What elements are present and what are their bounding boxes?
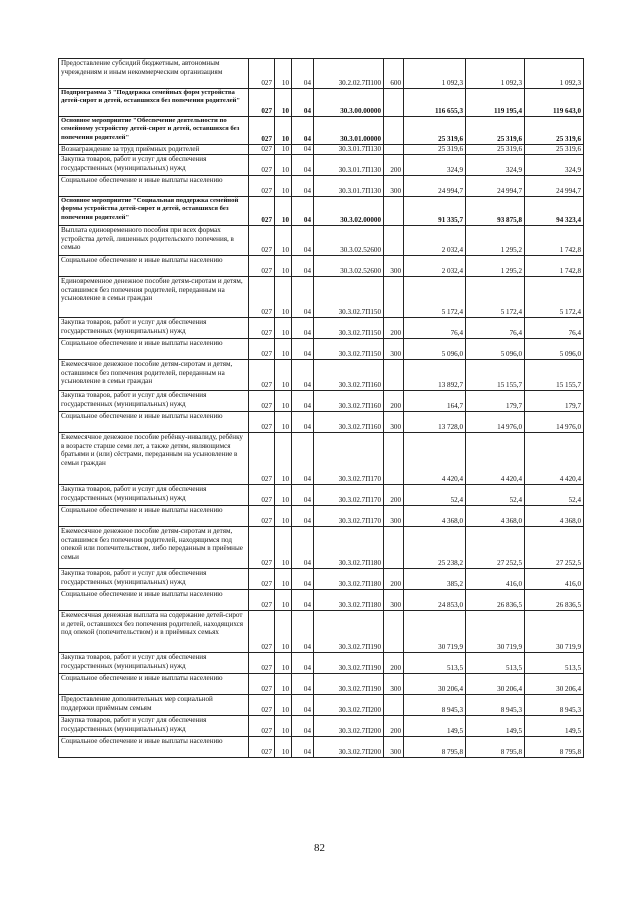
row-section-code: 10 <box>275 256 292 277</box>
row-section-code: 10 <box>275 412 292 433</box>
row-target-article: 30.3.02.7П180 <box>314 527 384 569</box>
row-ved-code: 027 <box>249 89 275 117</box>
budget-table-page <box>58 58 583 758</box>
table-row <box>59 277 584 318</box>
row-target-article: 30.3.02.7П160 <box>314 391 384 412</box>
row-subsection-code: 04 <box>292 318 314 339</box>
row-target-article: 30.3.01.7П130 <box>314 176 384 197</box>
row-amount-year-1: 8 795,8 <box>404 737 466 758</box>
row-name: Основное мероприятие "Социальная поддержка семейной формы устройства детей-сирот и детей, оставшихся без попечения родителей" <box>59 197 249 226</box>
table-row <box>59 590 584 611</box>
table-row <box>59 360 584 391</box>
row-ved-code: 027 <box>249 391 275 412</box>
row-amount-year-3: 4 368,0 <box>525 506 584 527</box>
row-amount-year-3: 5 096,0 <box>525 339 584 360</box>
row-amount-year-3: 179,7 <box>525 391 584 412</box>
row-section-code: 10 <box>275 653 292 674</box>
row-expense-type: 300 <box>384 674 404 695</box>
row-section-code: 10 <box>275 674 292 695</box>
row-amount-year-3: 8 945,3 <box>525 695 584 716</box>
table-row <box>59 674 584 695</box>
row-target-article: 30.3.02.7П200 <box>314 716 384 737</box>
row-target-article: 30.3.02.52600 <box>314 256 384 277</box>
row-name: Социальное обеспечение и иные выплаты населению <box>59 339 249 360</box>
row-amount-year-1: 13 892,7 <box>404 360 466 391</box>
row-section-code: 10 <box>275 360 292 391</box>
row-amount-year-2: 416,0 <box>466 569 525 590</box>
row-expense-type <box>384 695 404 716</box>
row-target-article: 30.3.00.00000 <box>314 89 384 117</box>
row-name: Социальное обеспечение и иные выплаты населению <box>59 506 249 527</box>
row-subsection-code: 04 <box>292 433 314 485</box>
table-row <box>59 412 584 433</box>
row-subsection-code: 04 <box>292 590 314 611</box>
row-name: Закупка товаров, работ и услуг для обеспечения государственных (муниципальных) нужд <box>59 485 249 506</box>
row-section-code: 10 <box>275 339 292 360</box>
row-section-code: 10 <box>275 277 292 318</box>
row-subsection-code: 04 <box>292 527 314 569</box>
row-target-article: 30.3.02.7П160 <box>314 360 384 391</box>
row-ved-code: 027 <box>249 527 275 569</box>
row-target-article: 30.3.02.7П170 <box>314 485 384 506</box>
row-amount-year-1: 24 994,7 <box>404 176 466 197</box>
table-row <box>59 197 584 226</box>
row-name: Социальное обеспечение и иные выплаты населению <box>59 737 249 758</box>
row-subsection-code: 04 <box>292 674 314 695</box>
row-amount-year-1: 385,2 <box>404 569 466 590</box>
row-name: Ежемесячная денежная выплата на содержание детей-сирот и детей, оставшихся без попечения родителей, находящихся под опекой (попечительством) и в приёмных семьях <box>59 611 249 653</box>
row-amount-year-1: 25 238,2 <box>404 527 466 569</box>
row-amount-year-2: 179,7 <box>466 391 525 412</box>
table-row <box>59 433 584 485</box>
row-target-article: 30.3.02.7П180 <box>314 569 384 590</box>
row-ved-code: 027 <box>249 145 275 155</box>
row-section-code: 10 <box>275 226 292 256</box>
row-target-article: 30.3.01.7П130 <box>314 155 384 176</box>
row-name: Единовременное денежное пособие детям-сиротам и детям, оставшимся без попечения родителей, переданным на усыновление в семьи граждан <box>59 277 249 318</box>
row-amount-year-1: 24 853,0 <box>404 590 466 611</box>
row-expense-type: 200 <box>384 653 404 674</box>
row-expense-type: 300 <box>384 737 404 758</box>
row-ved-code: 027 <box>249 433 275 485</box>
row-amount-year-2: 52,4 <box>466 485 525 506</box>
row-ved-code: 027 <box>249 506 275 527</box>
row-expense-type: 300 <box>384 590 404 611</box>
row-amount-year-1: 2 032,4 <box>404 226 466 256</box>
row-amount-year-3: 52,4 <box>525 485 584 506</box>
row-amount-year-1: 30 719,9 <box>404 611 466 653</box>
row-ved-code: 027 <box>249 485 275 506</box>
row-section-code: 10 <box>275 145 292 155</box>
row-expense-type: 200 <box>384 716 404 737</box>
table-row <box>59 653 584 674</box>
row-target-article: 30.3.02.7П190 <box>314 653 384 674</box>
row-expense-type <box>384 527 404 569</box>
row-target-article: 30.3.02.00000 <box>314 197 384 226</box>
row-amount-year-1: 25 319,6 <box>404 117 466 145</box>
row-name: Подпрограмма 3 "Поддержка семейных форм устройства детей-сирот и детей, оставшихся без попечения родителей" <box>59 89 249 117</box>
row-section-code: 10 <box>275 433 292 485</box>
row-name: Вознаграждение за труд приёмных родителей <box>59 145 249 155</box>
row-amount-year-1: 164,7 <box>404 391 466 412</box>
row-amount-year-3: 76,4 <box>525 318 584 339</box>
row-amount-year-1: 513,5 <box>404 653 466 674</box>
row-target-article: 30.3.02.7П150 <box>314 277 384 318</box>
row-expense-type <box>384 117 404 145</box>
row-target-article: 30.3.02.7П200 <box>314 695 384 716</box>
row-amount-year-1: 5 096,0 <box>404 339 466 360</box>
row-amount-year-1: 13 728,0 <box>404 412 466 433</box>
row-section-code: 10 <box>275 176 292 197</box>
row-subsection-code: 04 <box>292 695 314 716</box>
row-amount-year-3: 8 795,8 <box>525 737 584 758</box>
row-expense-type <box>384 89 404 117</box>
row-expense-type <box>384 433 404 485</box>
row-subsection-code: 04 <box>292 339 314 360</box>
row-ved-code: 027 <box>249 197 275 226</box>
row-amount-year-3: 94 323,4 <box>525 197 584 226</box>
row-expense-type: 300 <box>384 176 404 197</box>
row-amount-year-2: 324,9 <box>466 155 525 176</box>
row-expense-type <box>384 277 404 318</box>
row-ved-code: 027 <box>249 360 275 391</box>
row-ved-code: 027 <box>249 412 275 433</box>
row-expense-type: 200 <box>384 391 404 412</box>
row-target-article: 30.3.02.7П190 <box>314 611 384 653</box>
row-amount-year-3: 4 420,4 <box>525 433 584 485</box>
row-target-article: 30.3.01.7П130 <box>314 145 384 155</box>
table-row <box>59 506 584 527</box>
row-subsection-code: 04 <box>292 716 314 737</box>
row-section-code: 10 <box>275 695 292 716</box>
row-amount-year-2: 513,5 <box>466 653 525 674</box>
row-amount-year-2: 5 172,4 <box>466 277 525 318</box>
row-expense-type: 600 <box>384 59 404 89</box>
row-amount-year-2: 24 994,7 <box>466 176 525 197</box>
row-subsection-code: 04 <box>292 391 314 412</box>
table-row <box>59 716 584 737</box>
row-amount-year-1: 8 945,3 <box>404 695 466 716</box>
row-ved-code: 027 <box>249 590 275 611</box>
row-subsection-code: 04 <box>292 737 314 758</box>
row-ved-code: 027 <box>249 256 275 277</box>
row-subsection-code: 04 <box>292 226 314 256</box>
table-row <box>59 226 584 256</box>
row-ved-code: 027 <box>249 176 275 197</box>
row-amount-year-1: 30 206,4 <box>404 674 466 695</box>
row-subsection-code: 04 <box>292 506 314 527</box>
table-row <box>59 256 584 277</box>
row-ved-code: 027 <box>249 117 275 145</box>
row-expense-type <box>384 145 404 155</box>
row-amount-year-3: 25 319,6 <box>525 145 584 155</box>
row-amount-year-3: 30 719,9 <box>525 611 584 653</box>
row-amount-year-3: 5 172,4 <box>525 277 584 318</box>
row-subsection-code: 04 <box>292 145 314 155</box>
row-name: Закупка товаров, работ и услуг для обеспечения государственных (муниципальных) нужд <box>59 318 249 339</box>
row-section-code: 10 <box>275 89 292 117</box>
row-target-article: 30.3.02.7П150 <box>314 339 384 360</box>
row-name: Ежемесячное денежное пособие ребёнку-инвалиду, ребёнку в возрасте старше семи лет, а также детям, являющимся братьями и (или) сёстрами, переданным на усыновление в семьи граждан <box>59 433 249 485</box>
row-amount-year-2: 25 319,6 <box>466 117 525 145</box>
row-section-code: 10 <box>275 569 292 590</box>
row-section-code: 10 <box>275 485 292 506</box>
row-ved-code: 027 <box>249 59 275 89</box>
row-amount-year-1: 5 172,4 <box>404 277 466 318</box>
row-amount-year-2: 15 155,7 <box>466 360 525 391</box>
table-row <box>59 176 584 197</box>
row-amount-year-2: 8 795,8 <box>466 737 525 758</box>
row-name: Основное мероприятие "Обеспечение деятельности по семейному устройству детей-сирот и детей, оставшихся без попечения родителей" <box>59 117 249 145</box>
row-amount-year-2: 149,5 <box>466 716 525 737</box>
row-target-article: 30.3.02.7П170 <box>314 506 384 527</box>
row-name: Социальное обеспечение и иные выплаты населению <box>59 590 249 611</box>
row-amount-year-2: 76,4 <box>466 318 525 339</box>
row-section-code: 10 <box>275 716 292 737</box>
row-amount-year-3: 30 206,4 <box>525 674 584 695</box>
row-target-article: 30.3.02.7П200 <box>314 737 384 758</box>
row-amount-year-2: 1 295,2 <box>466 226 525 256</box>
row-amount-year-3: 119 643,0 <box>525 89 584 117</box>
row-name: Социальное обеспечение и иные выплаты населению <box>59 176 249 197</box>
row-subsection-code: 04 <box>292 360 314 391</box>
row-amount-year-3: 513,5 <box>525 653 584 674</box>
row-name: Закупка товаров, работ и услуг для обеспечения государственных (муниципальных) нужд <box>59 653 249 674</box>
table-row <box>59 59 584 89</box>
row-amount-year-3: 149,5 <box>525 716 584 737</box>
row-amount-year-1: 4 368,0 <box>404 506 466 527</box>
row-expense-type <box>384 611 404 653</box>
table-row <box>59 155 584 176</box>
row-amount-year-1: 116 655,3 <box>404 89 466 117</box>
budget-table <box>58 58 584 758</box>
row-amount-year-1: 4 420,4 <box>404 433 466 485</box>
row-name: Закупка товаров, работ и услуг для обеспечения государственных (муниципальных) нужд <box>59 155 249 176</box>
row-ved-code: 027 <box>249 695 275 716</box>
row-subsection-code: 04 <box>292 569 314 590</box>
row-expense-type <box>384 197 404 226</box>
row-expense-type: 300 <box>384 339 404 360</box>
row-subsection-code: 04 <box>292 197 314 226</box>
page-number: 82 <box>314 842 325 854</box>
row-name: Ежемесячное денежное пособие детям-сиротам и детям, оставшимся без попечения родителей, находящимся под опекой или попечительством, либо переданным в приёмные семьи <box>59 527 249 569</box>
row-ved-code: 027 <box>249 569 275 590</box>
row-expense-type: 200 <box>384 155 404 176</box>
row-subsection-code: 04 <box>292 176 314 197</box>
row-ved-code: 027 <box>249 155 275 176</box>
table-row <box>59 145 584 155</box>
row-target-article: 30.3.02.7П160 <box>314 412 384 433</box>
row-amount-year-2: 8 945,3 <box>466 695 525 716</box>
row-amount-year-1: 324,9 <box>404 155 466 176</box>
row-amount-year-2: 25 319,6 <box>466 145 525 155</box>
row-subsection-code: 04 <box>292 155 314 176</box>
row-ved-code: 027 <box>249 674 275 695</box>
row-amount-year-1: 149,5 <box>404 716 466 737</box>
row-section-code: 10 <box>275 611 292 653</box>
row-section-code: 10 <box>275 737 292 758</box>
row-amount-year-2: 30 206,4 <box>466 674 525 695</box>
row-name: Закупка товаров, работ и услуг для обеспечения государственных (муниципальных) нужд <box>59 569 249 590</box>
row-section-code: 10 <box>275 391 292 412</box>
row-section-code: 10 <box>275 59 292 89</box>
table-row <box>59 611 584 653</box>
row-name: Предоставление субсидий бюджетным, автономным учреждениям и иным некоммерческим организациям <box>59 59 249 89</box>
row-subsection-code: 04 <box>292 256 314 277</box>
row-target-article: 30.3.01.00000 <box>314 117 384 145</box>
row-section-code: 10 <box>275 155 292 176</box>
row-subsection-code: 04 <box>292 89 314 117</box>
row-target-article: 30.3.02.7П170 <box>314 433 384 485</box>
row-name: Выплата единовременного пособия при всех формах устройства детей, лишенных родительского попечения, в семью <box>59 226 249 256</box>
row-amount-year-1: 2 032,4 <box>404 256 466 277</box>
row-expense-type: 200 <box>384 569 404 590</box>
row-name: Социальное обеспечение и иные выплаты населению <box>59 674 249 695</box>
row-subsection-code: 04 <box>292 277 314 318</box>
row-amount-year-3: 1 742,8 <box>525 256 584 277</box>
row-amount-year-3: 27 252,5 <box>525 527 584 569</box>
row-section-code: 10 <box>275 506 292 527</box>
row-subsection-code: 04 <box>292 59 314 89</box>
row-amount-year-3: 15 155,7 <box>525 360 584 391</box>
row-amount-year-2: 93 875,8 <box>466 197 525 226</box>
row-ved-code: 027 <box>249 226 275 256</box>
row-target-article: 30.3.02.7П190 <box>314 674 384 695</box>
row-ved-code: 027 <box>249 277 275 318</box>
row-amount-year-3: 1 742,8 <box>525 226 584 256</box>
row-amount-year-1: 76,4 <box>404 318 466 339</box>
row-amount-year-2: 119 195,4 <box>466 89 525 117</box>
table-row <box>59 695 584 716</box>
row-target-article: 30.3.02.7П150 <box>314 318 384 339</box>
row-expense-type <box>384 226 404 256</box>
row-amount-year-1: 25 319,6 <box>404 145 466 155</box>
table-row <box>59 391 584 412</box>
row-expense-type: 300 <box>384 506 404 527</box>
row-expense-type: 200 <box>384 485 404 506</box>
row-section-code: 10 <box>275 117 292 145</box>
row-ved-code: 027 <box>249 611 275 653</box>
row-expense-type: 200 <box>384 318 404 339</box>
table-row <box>59 569 584 590</box>
row-name: Социальное обеспечение и иные выплаты населению <box>59 412 249 433</box>
budget-table-body <box>59 59 584 758</box>
row-section-code: 10 <box>275 590 292 611</box>
row-ved-code: 027 <box>249 318 275 339</box>
table-row <box>59 339 584 360</box>
row-amount-year-3: 416,0 <box>525 569 584 590</box>
row-target-article: 30.3.02.7П180 <box>314 590 384 611</box>
row-amount-year-1: 1 092,3 <box>404 59 466 89</box>
table-row <box>59 318 584 339</box>
row-amount-year-2: 1 092,3 <box>466 59 525 89</box>
row-subsection-code: 04 <box>292 412 314 433</box>
row-amount-year-2: 5 096,0 <box>466 339 525 360</box>
table-row <box>59 485 584 506</box>
row-expense-type: 300 <box>384 412 404 433</box>
row-section-code: 10 <box>275 197 292 226</box>
row-expense-type <box>384 360 404 391</box>
row-ved-code: 027 <box>249 737 275 758</box>
row-name: Закупка товаров, работ и услуг для обеспечения государственных (муниципальных) нужд <box>59 716 249 737</box>
row-amount-year-2: 30 719,9 <box>466 611 525 653</box>
row-section-code: 10 <box>275 527 292 569</box>
row-subsection-code: 04 <box>292 485 314 506</box>
row-amount-year-2: 26 836,5 <box>466 590 525 611</box>
row-subsection-code: 04 <box>292 117 314 145</box>
row-amount-year-3: 26 836,5 <box>525 590 584 611</box>
row-expense-type: 300 <box>384 256 404 277</box>
table-row <box>59 737 584 758</box>
table-row <box>59 527 584 569</box>
row-subsection-code: 04 <box>292 653 314 674</box>
row-amount-year-3: 24 994,7 <box>525 176 584 197</box>
row-amount-year-2: 4 420,4 <box>466 433 525 485</box>
row-amount-year-1: 91 335,7 <box>404 197 466 226</box>
row-amount-year-3: 324,9 <box>525 155 584 176</box>
row-name: Социальное обеспечение и иные выплаты населению <box>59 256 249 277</box>
row-name: Закупка товаров, работ и услуг для обеспечения государственных (муниципальных) нужд <box>59 391 249 412</box>
row-section-code: 10 <box>275 318 292 339</box>
row-name: Предоставление дополнительных мер социальной поддержки приёмным семьям <box>59 695 249 716</box>
row-amount-year-2: 27 252,5 <box>466 527 525 569</box>
row-amount-year-2: 14 976,0 <box>466 412 525 433</box>
table-row <box>59 89 584 117</box>
row-ved-code: 027 <box>249 716 275 737</box>
row-subsection-code: 04 <box>292 611 314 653</box>
row-amount-year-2: 1 295,2 <box>466 256 525 277</box>
row-ved-code: 027 <box>249 339 275 360</box>
row-amount-year-3: 14 976,0 <box>525 412 584 433</box>
row-amount-year-2: 4 368,0 <box>466 506 525 527</box>
row-target-article: 30.3.02.52600 <box>314 226 384 256</box>
row-target-article: 30.2.02.7П100 <box>314 59 384 89</box>
row-amount-year-1: 52,4 <box>404 485 466 506</box>
row-ved-code: 027 <box>249 653 275 674</box>
row-amount-year-3: 25 319,6 <box>525 117 584 145</box>
row-name: Ежемесячное денежное пособие детям-сиротам и детям, оставшимся без попечения родителей, переданным на усыновление в семьи граждан <box>59 360 249 391</box>
table-row <box>59 117 584 145</box>
row-amount-year-3: 1 092,3 <box>525 59 584 89</box>
